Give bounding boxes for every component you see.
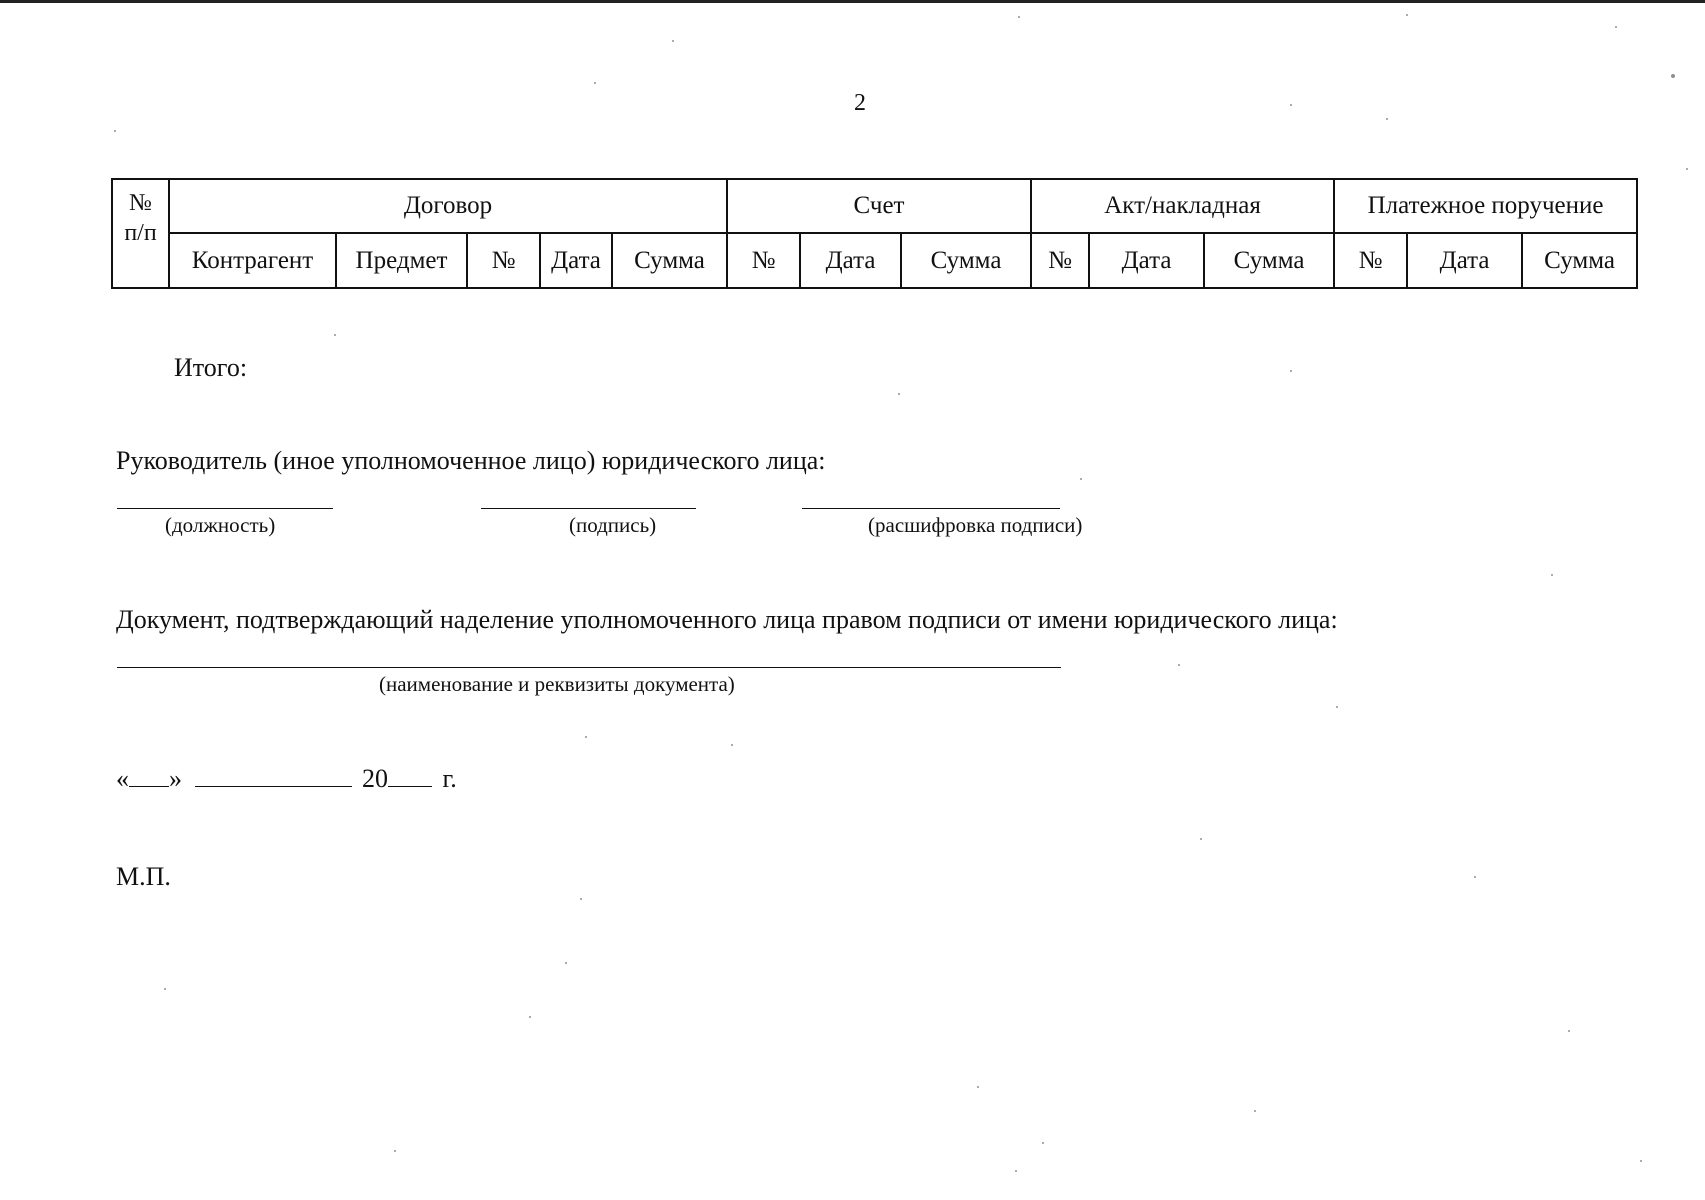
scan-speck [1551, 574, 1553, 576]
date-line [116, 764, 457, 794]
header-contract-number: № [467, 233, 540, 288]
authority-document-title: Документ, подтверждающий наделение уполномоченного лица правом подписи от имени юридического лица: [116, 605, 1338, 634]
scan-top-edge [0, 0, 1705, 3]
header-payment-date: Дата [1407, 233, 1522, 288]
scan-speck [1640, 1160, 1642, 1162]
scan-speck [585, 736, 587, 738]
header-contract-counterparty: Контрагент [169, 233, 336, 288]
scan-speck [565, 962, 567, 964]
header-row-number: № п/п [112, 179, 169, 288]
scan-speck [1254, 1110, 1256, 1112]
header-invoice-date: Дата [800, 233, 901, 288]
stamp-label: М.П. [116, 862, 171, 891]
scan-speck [1474, 876, 1476, 878]
header-act-date: Дата [1089, 233, 1204, 288]
scan-speck [1290, 104, 1292, 106]
position-caption: (должность) [165, 513, 276, 537]
scan-speck [334, 334, 336, 336]
scan-speck [164, 988, 166, 990]
header-group-contract: Договор [169, 179, 727, 233]
authority-document-line [117, 667, 1061, 668]
scan-speck [529, 1016, 531, 1018]
signature-line [481, 508, 696, 509]
payments-table [111, 178, 1638, 289]
scan-speck [1386, 118, 1388, 120]
position-line [117, 508, 333, 509]
year-suffix: г. [442, 764, 457, 793]
date-close-quote: » [169, 764, 182, 793]
scan-speck [1200, 838, 1202, 840]
scan-speck [731, 744, 733, 746]
header-group-payment: Платежное поручение [1334, 179, 1637, 233]
decoding-line [802, 508, 1060, 509]
scan-speck [1336, 706, 1338, 708]
authority-document-caption: (наименование и реквизиты документа) [379, 672, 735, 696]
header-act-sum: Сумма [1204, 233, 1334, 288]
scan-speck [672, 40, 674, 42]
scan-speck [1290, 370, 1292, 372]
year-prefix: 20 [362, 764, 388, 793]
head-signature-title: Руководитель (иное уполномоченное лицо) юридического лица: [116, 446, 826, 475]
scan-speck [114, 130, 116, 132]
header-invoice-sum: Сумма [901, 233, 1031, 288]
header-act-number: № [1031, 233, 1089, 288]
scan-speck [1015, 1170, 1017, 1172]
scan-speck [977, 1086, 979, 1088]
scan-speck [1406, 14, 1408, 16]
header-group-act: Акт/накладная [1031, 179, 1334, 233]
page-number: 2 [854, 90, 866, 116]
scan-speck [580, 898, 582, 900]
year-blank [388, 764, 432, 787]
date-open-quote: « [116, 764, 129, 793]
scan-speck [1615, 26, 1617, 28]
scan-speck [898, 393, 900, 395]
decoding-caption: (расшифровка подписи) [868, 513, 1083, 537]
scan-speck [394, 1150, 396, 1152]
header-group-invoice: Счет [727, 179, 1031, 233]
header-contract-sum: Сумма [612, 233, 727, 288]
total-label: Итого: [174, 353, 248, 382]
scan-speck [1042, 1142, 1044, 1144]
header-payment-number: № [1334, 233, 1407, 288]
scan-speck [1686, 168, 1688, 170]
scan-speck [1178, 664, 1180, 666]
header-contract-date: Дата [540, 233, 612, 288]
signature-caption: (подпись) [569, 513, 657, 537]
day-blank [129, 764, 169, 787]
header-invoice-number: № [727, 233, 800, 288]
header-contract-subject: Предмет [336, 233, 467, 288]
scan-speck [1080, 478, 1082, 480]
month-blank [195, 764, 352, 787]
scan-speck [1568, 1030, 1570, 1032]
scan-speck [594, 82, 596, 84]
header-payment-sum: Сумма [1522, 233, 1637, 288]
scan-speck [1671, 74, 1675, 78]
scan-speck [1018, 16, 1020, 18]
